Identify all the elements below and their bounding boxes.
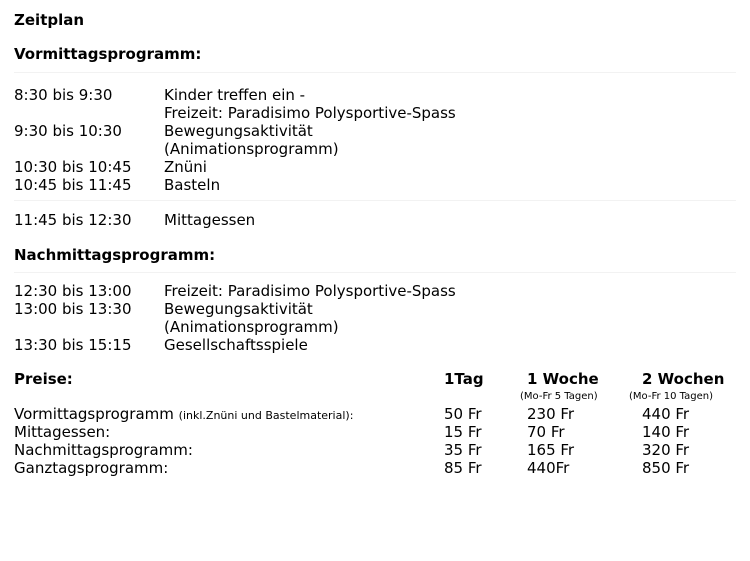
prices-heading: Preise: — [14, 370, 73, 388]
price-col-2weeks: 2 Wochen — [642, 370, 725, 388]
morning-time-3: 10:30 bis 10:45 — [14, 158, 132, 176]
price-row-3-2weeks: 320 Fr — [642, 441, 690, 459]
morning-time-1: 8:30 bis 9:30 — [14, 86, 113, 104]
divider — [14, 200, 736, 201]
morning-activity-3: Znüni — [164, 158, 207, 176]
price-row-3-label: Nachmittagsprogramm: — [14, 441, 193, 459]
price-col-2weeks-note: (Mo-Fr 10 Tagen) — [629, 391, 713, 402]
price-row-3-day: 35 Fr — [444, 441, 482, 459]
lunch-time: 11:45 bis 12:30 — [14, 211, 132, 229]
morning-time-4: 10:45 bis 11:45 — [14, 176, 132, 194]
afternoon-heading: Nachmittagsprogramm: — [14, 246, 216, 264]
price-row-1-2weeks: 440 Fr — [642, 405, 690, 423]
afternoon-activity-3: Gesellschaftsspiele — [164, 336, 308, 354]
afternoon-activity-2-line2: (Animationsprogramm) — [164, 318, 339, 336]
divider — [14, 272, 736, 273]
price-row-4-label: Ganztagsprogramm: — [14, 459, 169, 477]
afternoon-activity-1: Freizeit: Paradisimo Polysportive-Spass — [164, 282, 456, 300]
page-title: Zeitplan — [14, 11, 85, 29]
price-row-1-label: Vormittagsprogramm — [14, 405, 174, 423]
price-row-1-week: 230 Fr — [527, 405, 575, 423]
afternoon-time-3: 13:30 bis 15:15 — [14, 336, 132, 354]
price-row-4-week: 440Fr — [527, 459, 570, 477]
lunch-label: Mittagessen — [164, 211, 256, 229]
price-row-2-label: Mittagessen: — [14, 423, 111, 441]
morning-time-2: 9:30 bis 10:30 — [14, 122, 122, 140]
price-row-1-note: (inkl.Znüni und Bastelmaterial): — [178, 409, 354, 422]
morning-activity-4: Basteln — [164, 176, 221, 194]
price-col-day: 1Tag — [444, 370, 484, 388]
morning-heading: Vormittagsprogramm: — [14, 45, 202, 63]
price-row-2-2weeks: 140 Fr — [642, 423, 690, 441]
price-row-2-week: 70 Fr — [527, 423, 565, 441]
price-row-3-week: 165 Fr — [527, 441, 575, 459]
divider — [14, 72, 736, 73]
price-row-4-2weeks: 850 Fr — [642, 459, 690, 477]
morning-activity-2: Bewegungsaktivität — [164, 122, 313, 140]
morning-activity-1: Kinder treffen ein - — [164, 86, 306, 104]
price-col-week: 1 Woche — [527, 370, 599, 388]
price-col-week-note: (Mo-Fr 5 Tagen) — [520, 391, 598, 402]
afternoon-time-2: 13:00 bis 13:30 — [14, 300, 132, 318]
afternoon-time-1: 12:30 bis 13:00 — [14, 282, 132, 300]
morning-activity-1-line2: Freizeit: Paradisimo Polysportive-Spass — [164, 104, 456, 122]
morning-activity-2-line2: (Animationsprogramm) — [164, 140, 339, 158]
price-row-4-day: 85 Fr — [444, 459, 482, 477]
afternoon-activity-2: Bewegungsaktivität — [164, 300, 313, 318]
price-row-1-day: 50 Fr — [444, 405, 482, 423]
price-row-label — [14, 405, 353, 425]
price-row-2-day: 15 Fr — [444, 423, 482, 441]
